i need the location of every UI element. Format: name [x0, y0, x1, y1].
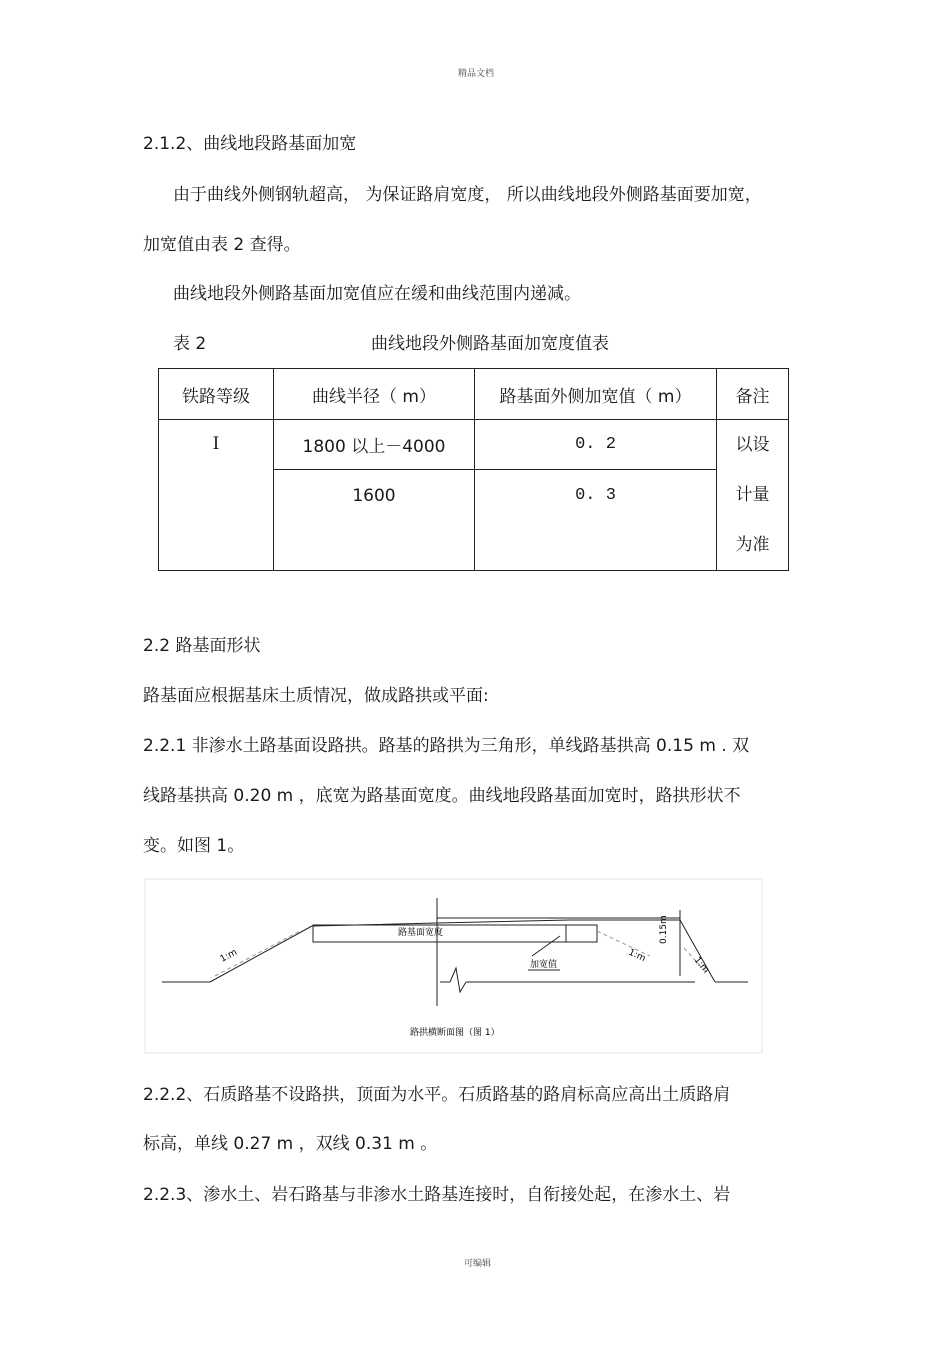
paragraph-1-line-2: 加宽值由表 2 查得。 [143, 235, 301, 255]
header-cell-grade: 铁路等级 [159, 369, 274, 420]
label-roadbed-width: 路基面宽度 [398, 928, 444, 938]
figure-frame [145, 879, 762, 1053]
figure-caption: 路拱横断面图（图 1） [410, 1028, 500, 1038]
cell-radius: 1600 [274, 470, 475, 571]
section-22-intro: 路基面应根据基床土质情况，做成路拱或平面: [143, 686, 489, 706]
header-cell-remark: 备注 [717, 369, 789, 420]
label-slope-right: 1:m [691, 955, 711, 976]
section-222-line-2: 标高，单线 0.27 m ，双线 0.31 m 。 [143, 1134, 438, 1154]
section-223-line-1: 2.2.3、渗水土、岩石路基与非渗水土路基连接时，自衔接处起，在渗水土、岩 [143, 1185, 731, 1205]
paragraph-1-line-1: 由于曲线外侧钢轨超高， 为保证路肩宽度， 所以曲线地段外侧路基面要加宽， [173, 185, 762, 205]
page-header: 精品文档 [458, 69, 495, 79]
cell-radius: 1800 以上－4000 [274, 420, 475, 470]
paragraph-2: 曲线地段外侧路基面加宽值应在缓和曲线范围内递减。 [173, 284, 581, 304]
label-slope-left: 1:m [218, 947, 239, 965]
remark-line: 计量 [735, 485, 770, 505]
section-heading-212: 2.1.2、曲线地段路基面加宽 [143, 134, 357, 154]
cell-value: 0. 2 [475, 420, 717, 470]
page-footer: 可编辑 [464, 1259, 492, 1269]
roadbed-cross-section-figure [140, 876, 770, 1056]
header-cell-widening: 路基面外侧加宽值（ m） [475, 369, 717, 420]
table-label: 表 2 [173, 334, 207, 354]
remark-line: 为准 [735, 535, 770, 555]
section-221-line-3: 变。如图 1。 [143, 836, 245, 856]
label-slope-mid: 1:m [626, 947, 647, 965]
widening-dimension-box [566, 925, 597, 942]
header-cell-radius: 曲线半径（ m） [274, 369, 475, 420]
section-heading-22: 2.2 路基面形状 [143, 636, 261, 656]
cell-grade: Ⅰ [159, 420, 274, 571]
cell-remark [717, 420, 789, 571]
label-arch-height: 0.15m [659, 915, 669, 944]
section-222-line-1: 2.2.2、石质路基不设路拱，顶面为水平。石质路基的路肩标高应高出土质路肩 [143, 1085, 731, 1105]
label-widening-value: 加宽值 [530, 960, 558, 970]
widening-table [158, 368, 789, 571]
section-221-line-1: 2.2.1 非渗水土路基面设路拱。路基的路拱为三角形，单线路基拱高 0.15 m . 双 [143, 736, 750, 756]
widening-leader [532, 936, 560, 956]
right-slope [680, 920, 715, 982]
remark-line: 以设 [735, 435, 770, 455]
table-header-row [159, 369, 789, 420]
break-symbol [450, 968, 466, 992]
table-caption: 曲线地段外侧路基面加宽度值表 [371, 334, 609, 354]
table-row [159, 420, 789, 470]
section-221-line-2: 线路基拱高 0.20 m ，底宽为路基面宽度。曲线地段路基面加宽时，路拱形状不 [143, 786, 741, 806]
cell-value: 0. 3 [475, 470, 717, 571]
